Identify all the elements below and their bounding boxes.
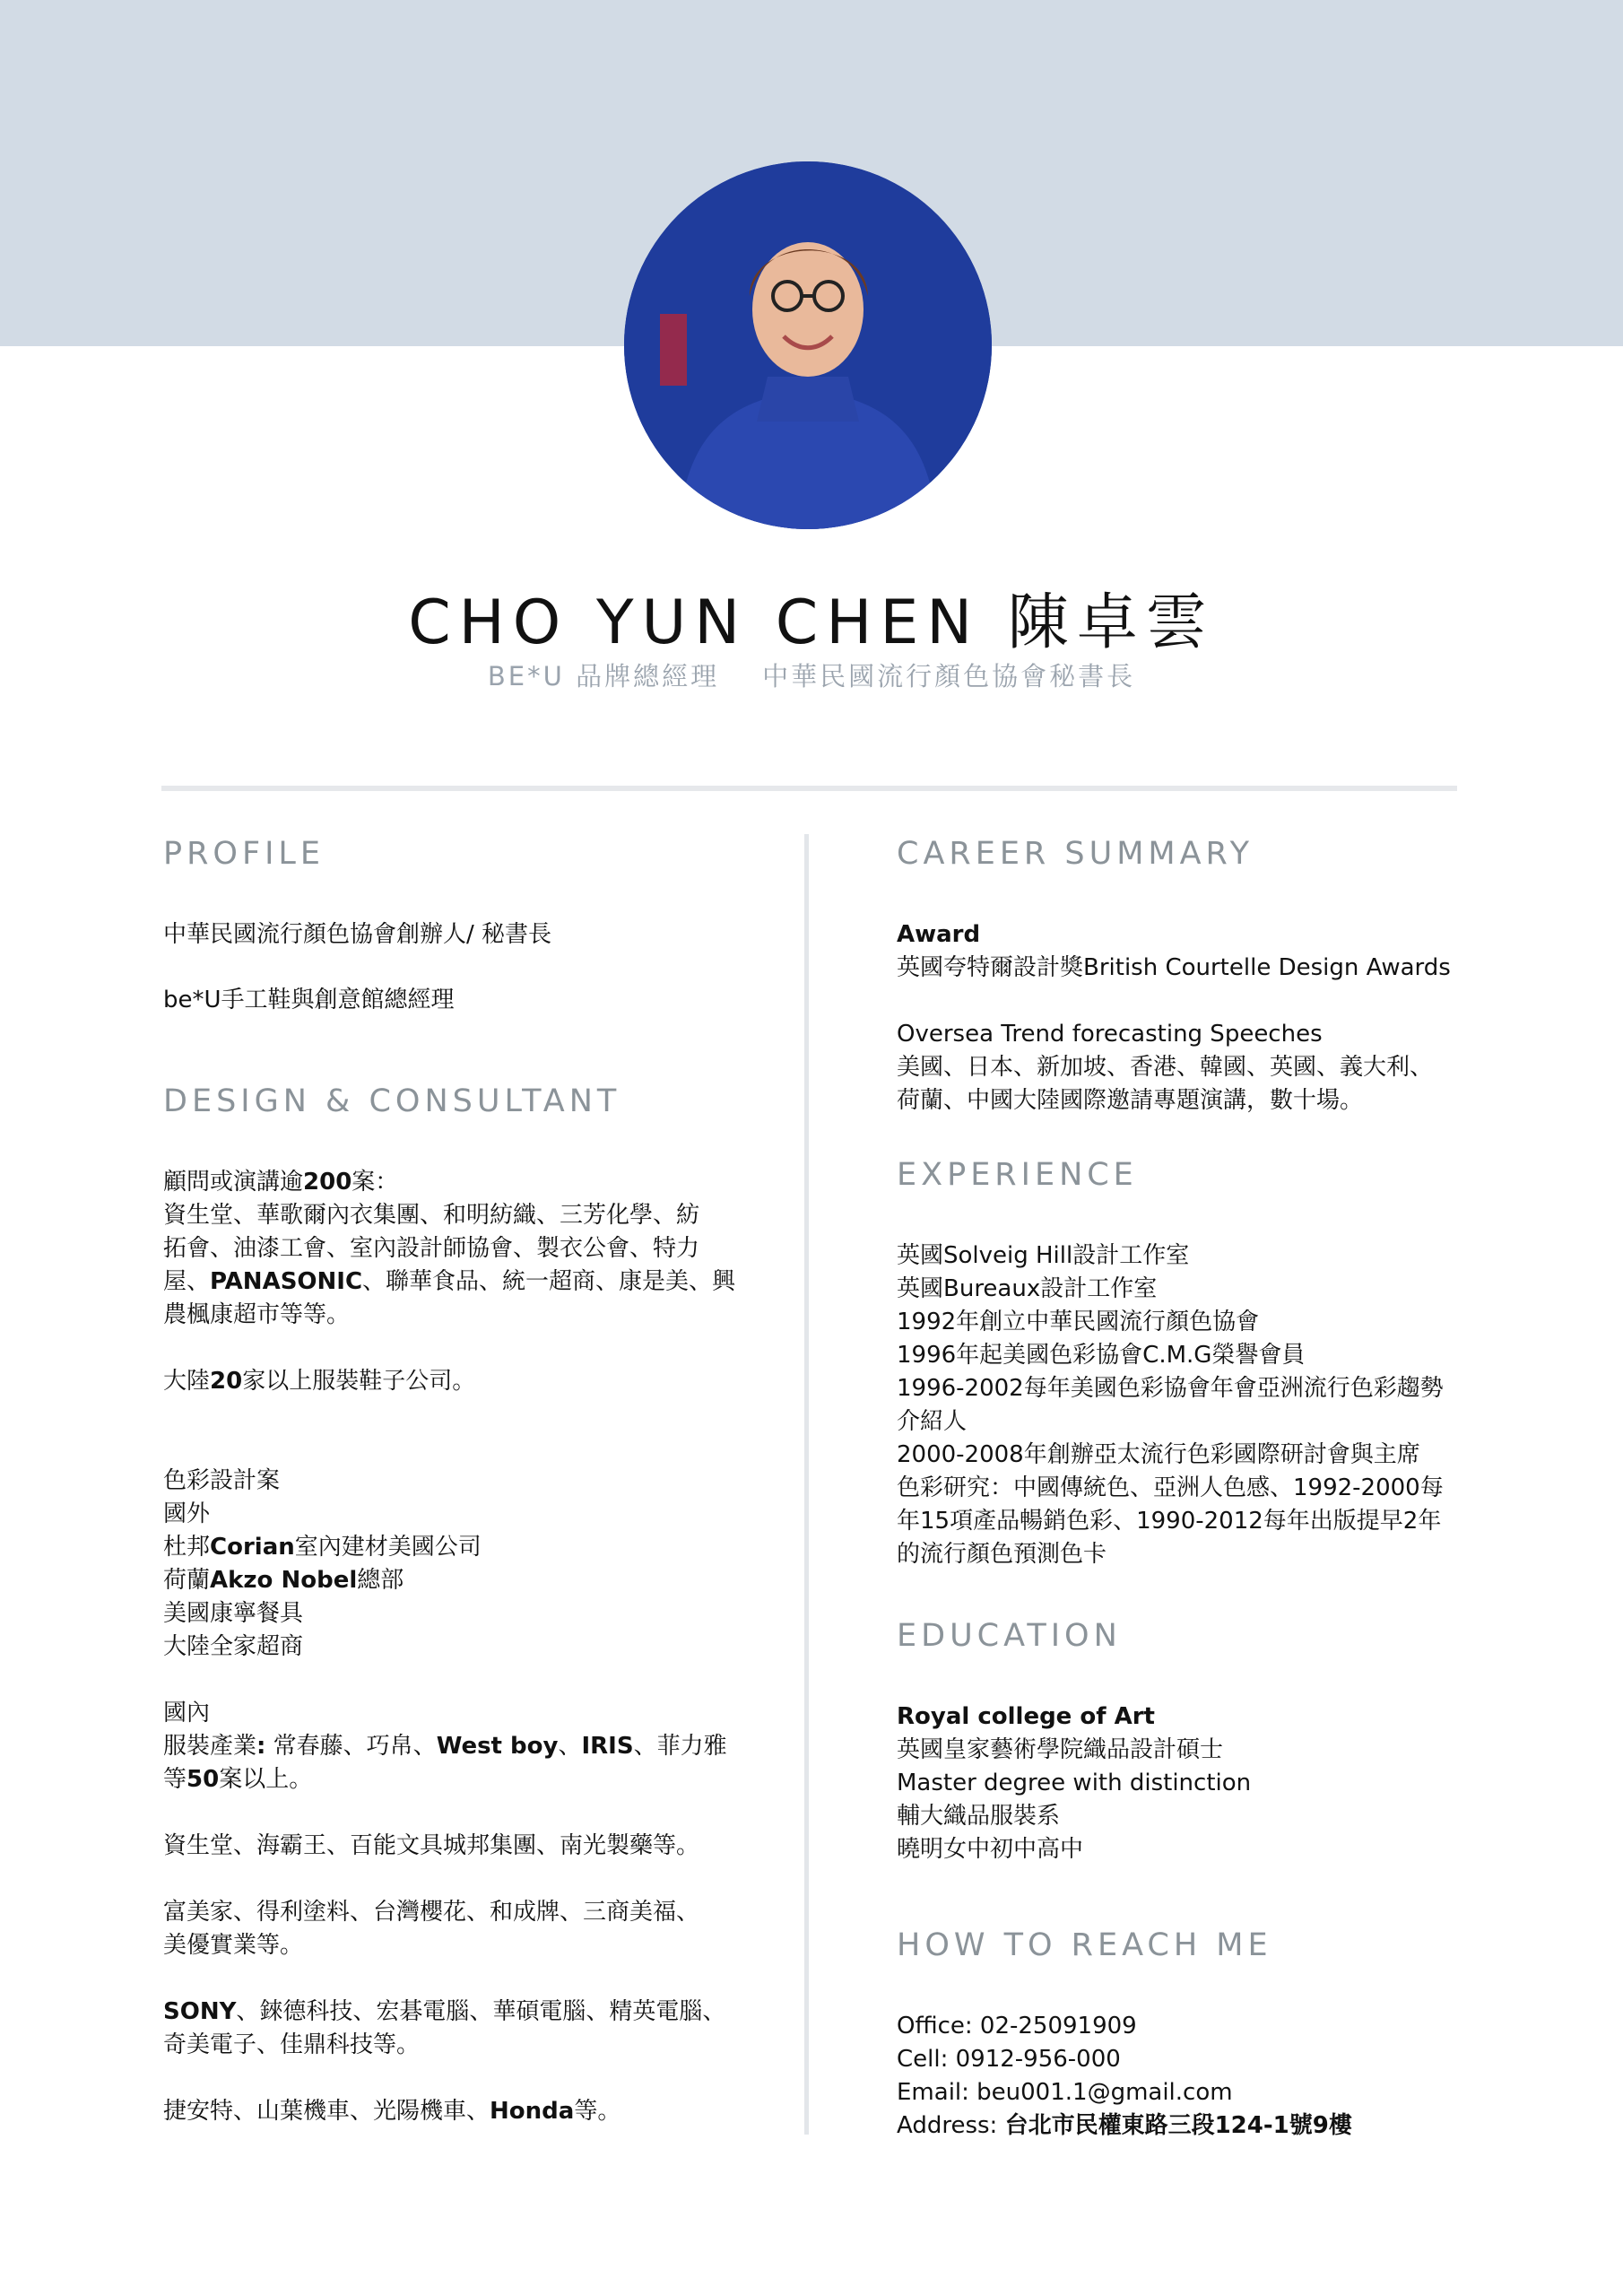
text: 總部: [357, 1567, 404, 1594]
text: 20: [210, 1368, 243, 1395]
text: 顧問或演講逾: [163, 1169, 304, 1196]
experience-item: 介紹人: [897, 1408, 968, 1435]
award-line: 英國夸特爾設計獎British Courtelle Design Awards: [897, 954, 1451, 981]
cell-phone: Cell: 0912-956-000: [897, 2046, 1121, 2073]
left-column: [163, 834, 764, 2128]
text: 國內: [163, 1700, 211, 1726]
text: 富美家、得利塗料、台灣櫻花、和成牌、三商美福、: [163, 1899, 700, 1926]
speech-title: Oversea Trend forecasting Speeches: [897, 1021, 1323, 1048]
text: 、: [558, 1733, 582, 1760]
experience-item: 的流行顏色預測色卡: [897, 1541, 1107, 1568]
text: 農楓康超市等等。: [163, 1301, 351, 1328]
text: 室內建材美國公司: [294, 1534, 482, 1561]
education-item: 英國皇家藝術學院織品設計碩士: [897, 1736, 1224, 1763]
experience-item: 1992年創立中華民國流行顏色協會: [897, 1309, 1260, 1335]
profile-photo: [624, 161, 992, 529]
person-name: CHO YUN CHEN 陳卓雲: [408, 587, 1215, 658]
job-titles: [0, 657, 1623, 693]
text: 色彩設計案: [163, 1467, 281, 1494]
education-item: 曉明女中初中高中: [897, 1836, 1084, 1863]
address-label: Address:: [897, 2112, 1005, 2139]
header-divider: [161, 786, 1457, 791]
education-item: 輔大織品服裝系: [897, 1803, 1061, 1830]
email-address: Email: beu001.1@gmail.com: [897, 2079, 1233, 2106]
contact-list: [897, 2010, 1488, 2143]
text: 資生堂、華歌爾內衣集團、和明紡織、三芳化學、紡: [163, 1202, 700, 1229]
school-name: Royal college of Art: [897, 1703, 1155, 1730]
text: 大陸: [163, 1368, 211, 1395]
experience-item: 色彩研究：中國傳統色、亞洲人色感、1992-2000每: [897, 1474, 1444, 1501]
office-phone: Office: 02-25091909: [897, 2013, 1137, 2039]
speech-line: 美國、日本、新加坡、香港、韓國、英國、義大利、: [897, 1054, 1434, 1081]
career-heading: CAREER SUMMARY: [897, 836, 1254, 872]
text: 等: [163, 1766, 187, 1793]
award-block: [897, 918, 1488, 985]
speech-block: [897, 1018, 1488, 1118]
text: 國外: [163, 1500, 211, 1527]
text: 50: [187, 1766, 220, 1793]
text: Honda: [490, 2098, 575, 2125]
text: 常春藤、巧帛、: [265, 1733, 437, 1760]
design-paragraph: [163, 2095, 764, 2128]
address-value: 台北市民權東路三段124-1號9樓: [1004, 2112, 1352, 2139]
text: 拓會、油漆工會、室內設計師協會、製衣公會、特力: [163, 1235, 700, 1262]
design-paragraph: [163, 1465, 764, 1664]
experience-item: 2000-2008年創辦亞太流行色彩國際研討會與主席: [897, 1441, 1420, 1468]
contact-heading: HOW TO REACH ME: [897, 1927, 1272, 1963]
education-heading: EDUCATION: [897, 1618, 1122, 1654]
design-heading: DESIGN & CONSULTANT: [163, 1083, 621, 1119]
design-paragraph: [163, 1365, 764, 1398]
text: Corian: [210, 1534, 295, 1561]
text: 、錸德科技、宏碁電腦、華碩電腦、精英電腦、: [236, 1998, 726, 2025]
text: 奇美電子、佳鼎科技等。: [163, 2031, 421, 2058]
text: 荷蘭: [163, 1567, 211, 1594]
right-column: [897, 834, 1488, 2143]
text: 等。: [574, 2098, 621, 2125]
experience-heading: EXPERIENCE: [897, 1157, 1138, 1193]
text: 案以上。: [219, 1766, 313, 1793]
text: West boy: [436, 1733, 559, 1760]
experience-item: 英國Bureaux設計工作室: [897, 1275, 1158, 1302]
column-divider: [804, 834, 809, 2135]
experience-item: 1996年起美國色彩協會C.M.G榮譽會員: [897, 1342, 1306, 1369]
design-paragraph: [163, 1697, 764, 1796]
text: 捷安特、山葉機車、光陽機車、: [163, 2098, 490, 2125]
text: 美國康寧餐具: [163, 1600, 304, 1627]
text: PANASONIC: [210, 1268, 363, 1295]
education-list: [897, 1700, 1488, 1866]
design-paragraph: [163, 1896, 764, 1962]
text: 200: [303, 1169, 352, 1196]
postal-address: [897, 2109, 1488, 2143]
text: 大陸全家超商: [163, 1633, 304, 1660]
design-paragraph: [163, 1996, 764, 2062]
text: 、聯華食品、統一超商、康是美、興: [362, 1268, 736, 1295]
text: 杜邦: [163, 1534, 211, 1561]
experience-list: [897, 1239, 1488, 1571]
job-title-brand: BE*U 品牌總經理: [487, 661, 720, 691]
text: Akzo Nobel: [210, 1567, 358, 1594]
text: 、菲力雅: [633, 1733, 727, 1760]
profile-line: be*U手工鞋與創意館總經理: [163, 987, 455, 1013]
text: 屋、: [163, 1268, 211, 1295]
award-title: Award: [897, 921, 981, 948]
speech-line: 荷蘭、中國大陸國際邀請專題演講，數十場。: [897, 1087, 1364, 1114]
text: SONY: [163, 1998, 237, 2025]
profile-heading: PROFILE: [163, 836, 325, 872]
text: 服裝產業: [163, 1733, 257, 1760]
text: :: [256, 1733, 266, 1760]
text: 家以上服裝鞋子公司。: [242, 1368, 476, 1395]
text: 美優實業等。: [163, 1932, 304, 1959]
experience-item: 1996-2002每年美國色彩協會年會亞洲流行色彩趨勢: [897, 1375, 1444, 1402]
design-paragraph: [163, 1166, 764, 1332]
profile-line: 中華民國流行顏色協會創辦人/ 秘書長: [163, 921, 552, 948]
experience-item: 年15項產品暢銷色彩、1990-2012每年出版提早2年: [897, 1508, 1442, 1535]
experience-item: 英國Solveig Hill設計工作室: [897, 1242, 1190, 1269]
portrait-illustration: [624, 161, 992, 529]
text: IRIS: [581, 1733, 634, 1760]
education-item: Master degree with distinction: [897, 1770, 1252, 1796]
text: 案：: [352, 1169, 399, 1196]
design-paragraph: 資生堂、海霸王、百能文具城邦集團、南光製藥等。: [163, 1832, 700, 1859]
job-title-association: 中華民國流行顏色協會秘書長: [762, 661, 1136, 691]
